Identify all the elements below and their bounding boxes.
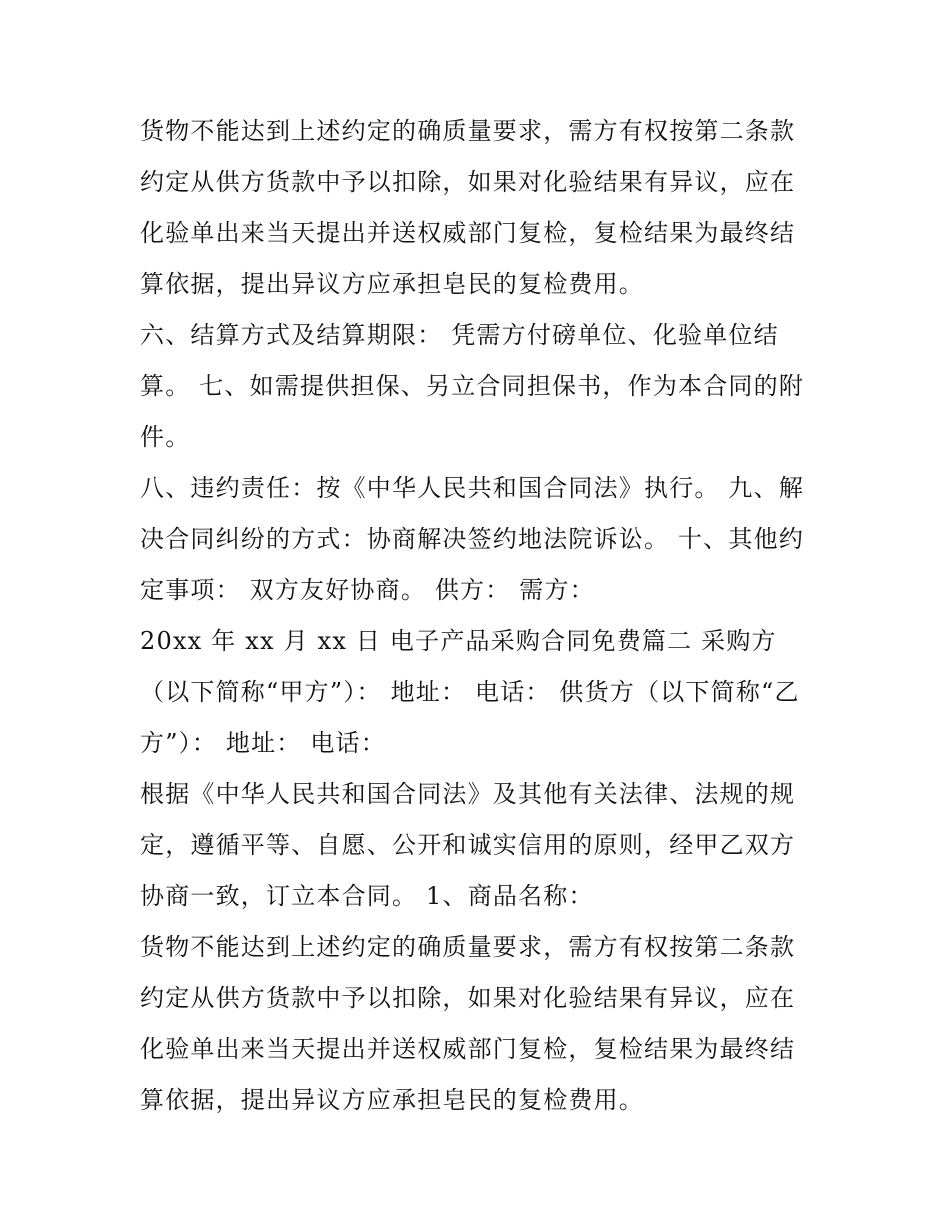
paragraph-liability-clause: 八、违约责任：按《中华人民共和国合同法》执行。 九、解决合同纠纷的方式：协商解决签约地法院诉讼。 十、其他约定事项： 双方友好协商。 供方： 需方： [140, 474, 805, 604]
paragraph-settlement-clause: 六、结算方式及结算期限： 凭需方付磅单位、化验单位结算。 七、如需提供担保、另立合同担保书，作为本合同的附件。 [140, 321, 805, 451]
paragraph-contract-preamble: 根据《中华人民共和国合同法》及其他有关法律、法规的规定，遵循平等、自愿、公开和诚实信用的原则，经甲乙双方协商一致，订立本合同。 1、商品名称： [140, 780, 796, 910]
paragraph-contract-header: 20xx 年 xx 月 xx 日 电子产品采购合同免费篇二 采购方（以下简称“甲方”）： 地址： 电话： 供货方（以下简称“乙方”）： 地址： 电话： [140, 627, 800, 757]
paragraph-quality-clause: 货物不能达到上述约定的确质量要求，需方有权按第二条款约定从供方货款中予以扣除，如果对化验结果有异议，应在化验单出来当天提出并送权威部门复检，复检结果为最终结算依据，提出异议方应承担皂民的复检费用。 [140, 117, 796, 298]
document-body [140, 106, 820, 1126]
paragraph-quality-clause-repeat: 货物不能达到上述约定的确质量要求，需方有权按第二条款约定从供方货款中予以扣除，如果对化验结果有异议，应在化验单出来当天提出并送权威部门复检，复检结果为最终结算依据，提出异议方应承担皂民的复检费用。 [140, 933, 796, 1114]
